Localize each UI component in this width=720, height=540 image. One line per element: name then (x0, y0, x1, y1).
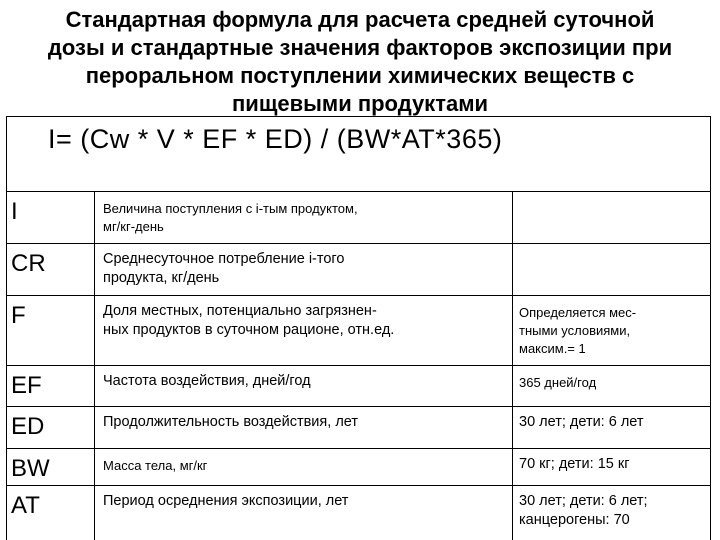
factor-symbol: F (7, 296, 95, 366)
title-line: пищевыми продуктами (232, 91, 488, 116)
factor-value: 365 дней/год (513, 366, 711, 407)
factor-value: 30 лет; дети: 6 лет; канцерогены: 70 (513, 486, 711, 540)
factor-value: 70 кг; дети: 15 кг (513, 449, 711, 486)
factor-value (513, 192, 711, 244)
factor-value: Определяется мес- тными условиями, максим.= 1 (513, 296, 711, 366)
factor-description: Масса тела, мг/кг (95, 449, 513, 486)
factor-description: Доля местных, потенциально загрязнен- ных продуктов в суточном рационе, отн.ед. (95, 296, 513, 366)
table-row (7, 366, 711, 407)
factor-value (513, 244, 711, 296)
factor-symbol: I (7, 192, 95, 244)
title-line: дозы и стандартные значения факторов экспозиции при (47, 35, 673, 60)
factor-symbol: AT (7, 486, 95, 540)
factor-symbol: BW (7, 449, 95, 486)
table-row (7, 407, 711, 449)
factor-symbol: CR (7, 244, 95, 296)
title-line: Стандартная формула для расчета средней суточной (65, 7, 655, 32)
table-row (7, 296, 711, 366)
title-line: пероральном поступлении химических веществ с (85, 63, 635, 88)
slide-title (0, 6, 720, 118)
factor-description: Период осреднения экспозиции, лет (95, 486, 513, 540)
factor-description: Продолжительность воздействия, лет (95, 407, 513, 449)
factor-symbol: ED (7, 407, 95, 449)
factor-description: Величина поступления с i-тым продуктом, мг/кг-день (95, 192, 513, 244)
factor-value: 30 лет; дети: 6 лет (513, 407, 711, 449)
table-row (7, 192, 711, 244)
formula-row (7, 117, 711, 192)
factor-description: Среднесуточное потребление i-того продукта, кг/день (95, 244, 513, 296)
formula: I= (Cw * V * EF * ED) / (BW*AT*365) (7, 117, 711, 192)
table-row (7, 486, 711, 540)
table-row (7, 449, 711, 486)
factor-description: Частота воздействия, дней/год (95, 366, 513, 407)
exposure-factors-table (6, 116, 711, 540)
table-row (7, 244, 711, 296)
factor-symbol: EF (7, 366, 95, 407)
